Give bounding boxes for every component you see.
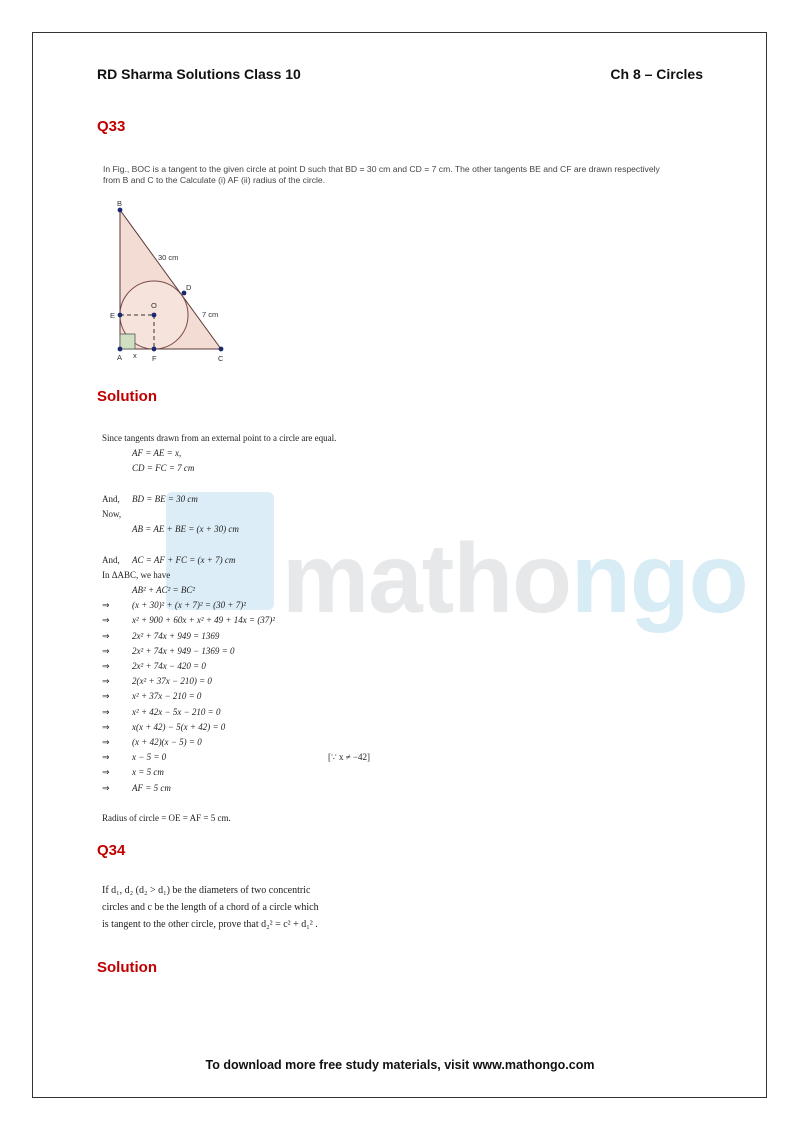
label-7cm: 7 cm	[202, 310, 219, 319]
question-33-text: In Fig., BOC is a tangent to the given circle at point D such that BD = 30 cm and CD = 7 cm. The other tangents BE and CF are drawn respectively from B and C to the Calculate (i) AF (ii) radius of the circle.	[103, 164, 660, 185]
solution-line-prefix: And,	[102, 493, 120, 504]
point-o	[152, 313, 157, 318]
solution-line-equation: Since tangents drawn from an external point to a circle are equal.	[102, 433, 337, 443]
solution-line-equation: AF = AE = x,	[132, 448, 182, 459]
solution-line-equation: 2(x² + 37x − 210) = 0	[132, 676, 212, 687]
header-title: RD Sharma Solutions Class 10	[97, 66, 301, 82]
solution-line-equation: AB = AE + BE = (x + 30) cm	[132, 524, 239, 535]
question-34-text	[102, 882, 319, 933]
question-34-line-2: circles and c be the length of a chord of a circle which	[102, 902, 319, 913]
solution-line-equation: (x + 30)² + (x + 7)² = (30 + 7)²	[132, 600, 246, 611]
solution-line-equation: x² + 37x − 210 = 0	[132, 691, 202, 702]
label-a: A	[117, 353, 123, 362]
solution-line-prefix: ⇒	[102, 706, 110, 717]
solution-line-equation: x(x + 42) − 5(x + 42) = 0	[132, 721, 226, 732]
label-x: x	[133, 351, 137, 360]
solution-line-prefix: ⇒	[102, 676, 110, 687]
solution-line-prefix: And,	[102, 554, 120, 565]
solution-line-prefix: ⇒	[102, 691, 110, 702]
footer-text: To download more free study materials, visit www.mathongo.com	[205, 1058, 595, 1072]
question-34-label: Q34	[97, 842, 126, 859]
point-a	[118, 347, 123, 352]
solution-line-prefix: ⇒	[102, 721, 110, 732]
solution-line-prefix: ⇒	[102, 782, 110, 793]
solution-line-equation: 2x² + 74x + 949 − 1369 = 0	[132, 645, 235, 656]
solution-line-prefix: ⇒	[102, 767, 110, 778]
solution-line-prefix: ⇒	[102, 630, 110, 641]
solution-line-equation: x² + 900 + 60x + x² + 49 + 14x = (37)²	[132, 615, 276, 626]
right-angle-mark	[120, 334, 135, 349]
solution-line-equation: AF = 5 cm	[132, 782, 171, 793]
label-e: E	[110, 311, 116, 320]
solution-line-prefix: ⇒	[102, 615, 110, 626]
solution-line-prefix: ⇒	[102, 600, 110, 611]
solution-line-equation: CD = FC = 7 cm	[132, 463, 195, 474]
header-chapter: Ch 8 – Circles	[610, 66, 703, 82]
solution-line-equation: (x + 42)(x − 5) = 0	[132, 737, 202, 747]
question-34-line-3: is tangent to the other circle, prove that d₂² = c² + d₁² .	[102, 919, 318, 930]
solution-line-equation: BD = BE = 30 cm	[132, 493, 198, 504]
label-o: O	[151, 301, 157, 310]
point-e	[118, 313, 123, 318]
tangent-circle-figure	[100, 196, 250, 366]
solution-line-equation: 2x² + 74x + 949 = 1369	[132, 630, 220, 641]
watermark-text: mathongo	[282, 523, 748, 633]
question-33-label: Q33	[97, 118, 126, 135]
solution-line-prefix: ⇒	[102, 661, 110, 671]
solution-line-equation: x − 5 = 0	[132, 752, 167, 763]
solution-line-prefix: ⇒	[102, 645, 110, 656]
label-d: D	[186, 283, 192, 292]
point-b	[118, 208, 123, 213]
solution-line-equation: AB² + AC² = BC²	[132, 585, 196, 595]
solution-line-prefix: ⇒	[102, 752, 110, 763]
solution-33-label: Solution	[97, 388, 157, 405]
solution-line-prefix: Now,	[102, 509, 122, 519]
solution-34-label: Solution	[97, 959, 157, 976]
solution-line-equation: Radius of circle = OE = AF = 5 cm.	[102, 813, 231, 823]
solution-line-equation: 2x² + 74x − 420 = 0	[132, 661, 206, 671]
question-34-line-1: If d₁, d₂ (d₂ > d₁) be the diameters of two concentric	[102, 885, 311, 896]
solution-line-prefix: ⇒	[102, 737, 110, 747]
point-c	[219, 347, 224, 352]
solution-line-prefix: In ΔABC, we have	[102, 569, 171, 580]
solution-line-equation: x² + 42x − 5x − 210 = 0	[132, 706, 221, 717]
label-b: B	[117, 199, 123, 208]
label-f: F	[152, 354, 157, 363]
point-f	[152, 347, 157, 352]
solution-line-equation: AC = AF + FC = (x + 7) cm	[132, 554, 236, 565]
solution-line-equation: x = 5 cm	[132, 767, 164, 778]
label-30cm: 30 cm	[158, 253, 179, 262]
label-c: C	[218, 354, 224, 363]
solution-line-note: [∵ x ≠ −42]	[328, 752, 370, 763]
